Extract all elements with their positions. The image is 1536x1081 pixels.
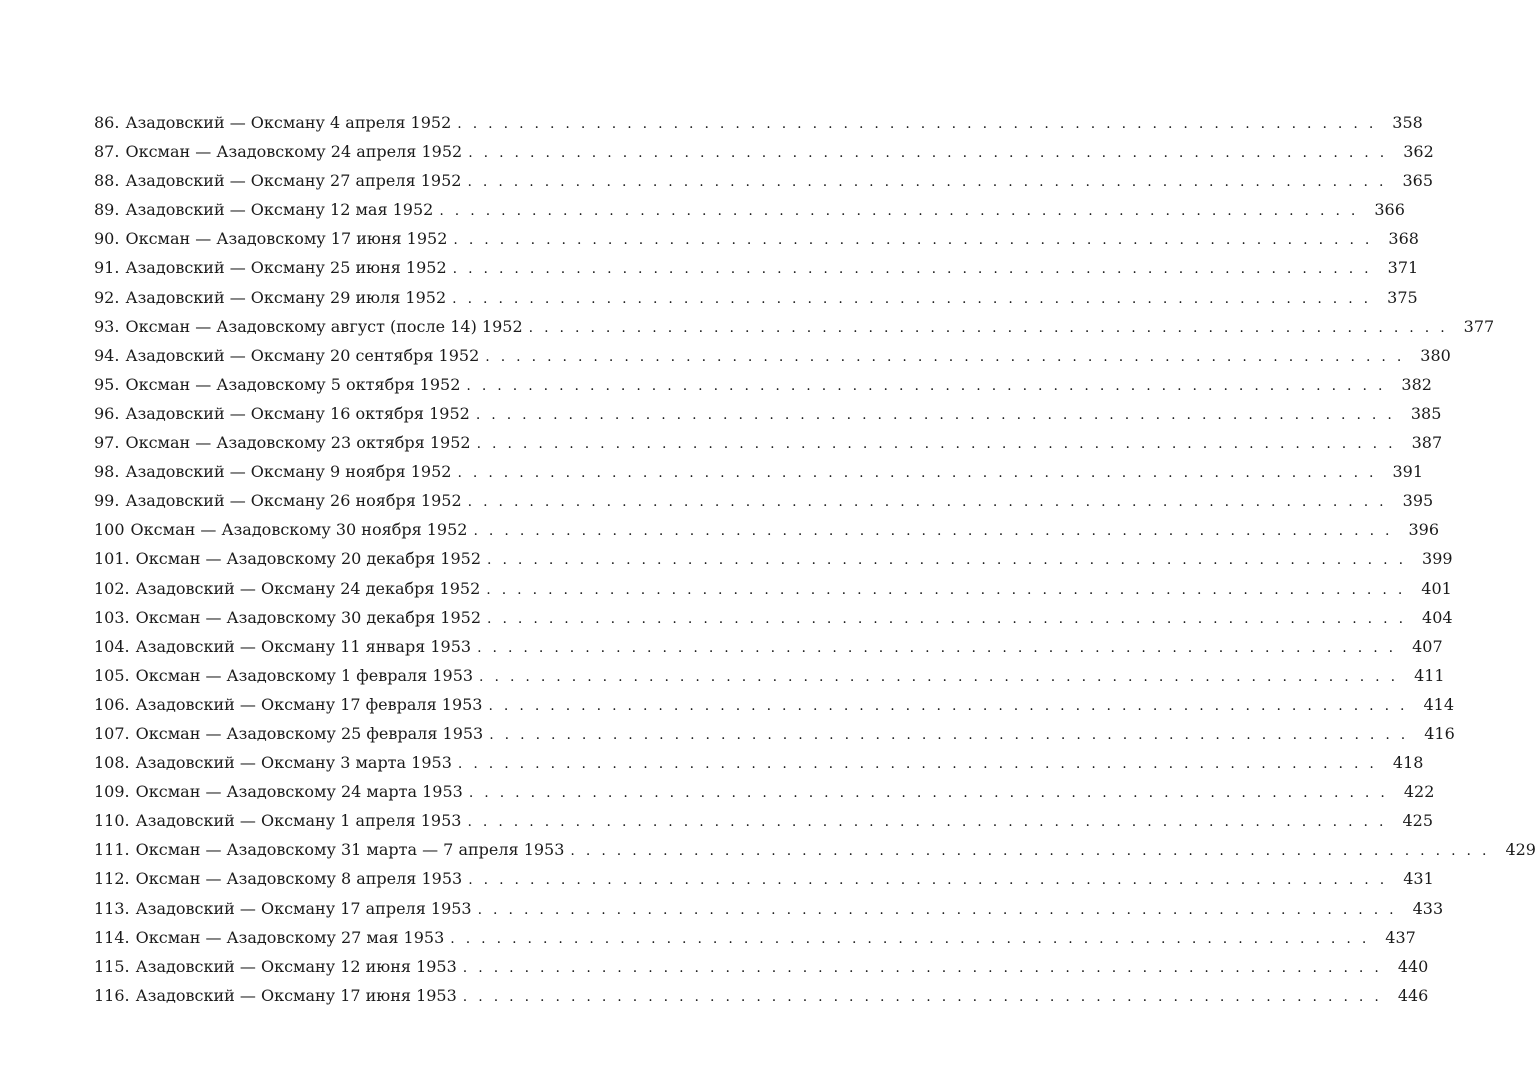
- entry-number: 106.: [94, 694, 130, 714]
- entry-title: Оксман — Азадовскому 23 октября 1952: [125, 433, 471, 453]
- entry-title: Оксман — Азадовскому 24 апреля 1952: [125, 142, 463, 162]
- entry-number: 87.: [94, 142, 120, 162]
- dot-leader: ............................................................: [468, 785, 1396, 802]
- entry-title: Оксман — Азадовскому 30 декабря 1952: [135, 607, 482, 627]
- dot-leader: ............................................................: [488, 697, 1416, 714]
- toc-entry: [94, 952, 1429, 981]
- entry-number: 116.: [94, 985, 130, 1005]
- entry-title: Азадовский — Оксману 9 ноября 1952: [125, 462, 452, 482]
- entry-title: Азадовский — Оксману 27 апреля 1952: [125, 171, 462, 191]
- dot-leader: ............................................................: [486, 581, 1414, 598]
- entry-page-number: 391: [1392, 462, 1424, 482]
- entry-number: 110.: [94, 811, 130, 831]
- entry-page-number: 380: [1420, 345, 1451, 365]
- entry-title: Оксман — Азадовскому 30 ноября 1952: [130, 520, 468, 540]
- entry-page-number: 433: [1412, 898, 1444, 918]
- entry-page-number: 387: [1411, 433, 1443, 453]
- dot-leader: ............................................................: [452, 261, 1380, 278]
- entry-page-number: 446: [1397, 985, 1429, 1005]
- entry-page-number: 425: [1402, 811, 1433, 831]
- entry-page-number: 399: [1422, 549, 1453, 569]
- dot-leader: ............................................................: [468, 145, 1396, 162]
- entry-page-number: 429: [1505, 840, 1536, 860]
- dot-leader: ............................................................: [466, 377, 1394, 394]
- dot-leader: ............................................................: [487, 552, 1415, 569]
- dot-leader: ............................................................: [452, 290, 1380, 307]
- entry-page-number: 358: [1392, 113, 1423, 132]
- dot-leader: ............................................................: [453, 232, 1381, 249]
- entry-title: Азадовский — Оксману 11 января 1953: [135, 636, 472, 656]
- toc-entry: [94, 835, 1536, 864]
- entry-page-number: 377: [1463, 316, 1495, 336]
- toc-entry: [94, 806, 1433, 835]
- entry-page-number: 416: [1424, 723, 1455, 743]
- entry-title: Оксман — Азадовскому 8 апреля 1953: [135, 869, 463, 889]
- entry-page-number: 368: [1388, 229, 1419, 249]
- entry-title: Азадовский — Оксману 24 декабря 1952: [135, 578, 481, 598]
- dot-leader: ............................................................: [462, 959, 1390, 976]
- table-of-contents: [94, 108, 1536, 1010]
- dot-leader: ............................................................: [473, 523, 1401, 540]
- toc-entry: [94, 399, 1442, 428]
- entry-number: 99.: [94, 491, 120, 511]
- dot-leader: ............................................................: [457, 465, 1385, 482]
- toc-entry: [94, 748, 1424, 777]
- dot-leader: ............................................................: [468, 872, 1396, 889]
- entry-page-number: 414: [1423, 694, 1455, 714]
- dot-leader: ............................................................: [570, 843, 1498, 860]
- entry-page-number: 401: [1421, 578, 1452, 598]
- entry-title: Оксман — Азадовскому 1 февраля 1953: [135, 665, 474, 685]
- entry-number: 86.: [94, 113, 120, 132]
- entry-title: Азадовский — Оксману 12 июня 1953: [135, 956, 457, 976]
- entry-page-number: 385: [1410, 403, 1442, 423]
- dot-leader: ............................................................: [439, 203, 1367, 220]
- entry-number: 114.: [94, 927, 130, 947]
- toc-entry: [94, 777, 1435, 806]
- toc-entry: [94, 661, 1445, 690]
- entry-title: Азадовский — Оксману 1 апреля 1953: [135, 811, 462, 831]
- entry-title: Оксман — Азадовскому август (после 14) 1952: [125, 316, 523, 336]
- entry-title: Азадовский — Оксману 17 июня 1953: [135, 985, 457, 1005]
- entry-number: 90.: [94, 229, 120, 249]
- toc-entry: [94, 894, 1444, 923]
- toc-entry: [94, 923, 1416, 952]
- entry-number: 96.: [94, 403, 120, 423]
- entry-page-number: 422: [1403, 782, 1435, 802]
- entry-number: 97.: [94, 433, 120, 453]
- entry-page-number: 371: [1387, 258, 1419, 278]
- dot-leader: ............................................................: [479, 668, 1407, 685]
- entry-page-number: 365: [1402, 171, 1433, 191]
- entry-title: Оксман — Азадовскому 31 марта — 7 апреля 1953: [135, 840, 565, 860]
- entry-number: 98.: [94, 462, 120, 482]
- toc-entry: [94, 312, 1495, 341]
- dot-leader: ............................................................: [467, 494, 1395, 511]
- dot-leader: ............................................................: [457, 756, 1385, 773]
- toc-entry: [94, 341, 1451, 370]
- toc-entry: [94, 719, 1455, 748]
- entry-title: Оксман — Азадовскому 20 декабря 1952: [135, 549, 482, 569]
- entry-page-number: 431: [1403, 869, 1434, 889]
- entry-page-number: 366: [1374, 200, 1405, 220]
- entry-page-number: 382: [1401, 374, 1432, 394]
- entry-page-number: 404: [1422, 607, 1453, 627]
- entry-title: Оксман — Азадовскому 27 мая 1953: [135, 927, 445, 947]
- entry-number: 115.: [94, 956, 130, 976]
- entry-number: 92.: [94, 287, 120, 307]
- toc-entry: [94, 428, 1443, 457]
- entry-page-number: 418: [1392, 753, 1424, 773]
- toc-entry: [94, 603, 1453, 632]
- toc-entry: [94, 108, 1423, 137]
- entry-title: Оксман — Азадовскому 25 февраля 1953: [135, 723, 484, 743]
- entry-title: Азадовский — Оксману 16 октября 1952: [125, 403, 470, 423]
- entry-number: 111.: [94, 840, 130, 860]
- entry-page-number: 396: [1408, 520, 1440, 540]
- entry-title: Азадовский — Оксману 29 июля 1952: [125, 287, 447, 307]
- toc-entry: [94, 544, 1453, 573]
- dot-leader: ............................................................: [477, 639, 1405, 656]
- entry-number: 101.: [94, 549, 130, 569]
- entry-number: 109.: [94, 782, 130, 802]
- entry-title: Азадовский — Оксману 4 апреля 1952: [125, 113, 452, 132]
- toc-entry: [94, 690, 1455, 719]
- entry-number: 103.: [94, 607, 130, 627]
- dot-leader: ............................................................: [462, 988, 1390, 1005]
- toc-entry: [94, 283, 1418, 312]
- toc-entry: [94, 574, 1452, 603]
- entry-title: Азадовский — Оксману 12 мая 1952: [125, 200, 434, 220]
- toc-entry: [94, 195, 1405, 224]
- toc-entry: [94, 253, 1419, 282]
- entry-page-number: 375: [1387, 287, 1418, 307]
- dot-leader: ............................................................: [528, 319, 1456, 336]
- toc-entry: [94, 457, 1424, 486]
- entry-number: 94.: [94, 345, 120, 365]
- dot-leader: ............................................................: [467, 814, 1395, 831]
- dot-leader: ............................................................: [489, 726, 1417, 743]
- entry-title: Оксман — Азадовскому 24 марта 1953: [135, 782, 463, 802]
- dot-leader: ............................................................: [476, 436, 1404, 453]
- entry-title: Оксман — Азадовскому 17 июня 1952: [125, 229, 448, 249]
- toc-entry: [94, 166, 1433, 195]
- entry-number: 104.: [94, 636, 130, 656]
- entry-title: Азадовский — Оксману 17 апреля 1953: [135, 898, 472, 918]
- entry-number: 112.: [94, 869, 130, 889]
- entry-number: 93.: [94, 316, 120, 336]
- entry-title: Азадовский — Оксману 3 марта 1953: [135, 753, 452, 773]
- toc-entry: [94, 864, 1434, 893]
- entry-title: Оксман — Азадовскому 5 октября 1952: [125, 374, 461, 394]
- entry-number: 108.: [94, 753, 130, 773]
- dot-leader: ............................................................: [487, 610, 1415, 627]
- entry-number: 91.: [94, 258, 120, 278]
- entry-title: Азадовский — Оксману 25 июня 1952: [125, 258, 447, 278]
- entry-number: 105.: [94, 665, 130, 685]
- toc-entry: [94, 224, 1419, 253]
- entry-page-number: 440: [1397, 956, 1429, 976]
- dot-leader: ............................................................: [485, 348, 1413, 365]
- entry-number: 95.: [94, 374, 120, 394]
- entry-number: 88.: [94, 171, 120, 191]
- entry-page-number: 437: [1385, 927, 1416, 947]
- dot-leader: ............................................................: [450, 930, 1378, 947]
- dot-leader: ............................................................: [477, 901, 1405, 918]
- entry-page-number: 407: [1412, 636, 1443, 656]
- entry-page-number: 411: [1414, 665, 1445, 685]
- dot-leader: ............................................................: [467, 174, 1395, 191]
- entry-number: 102.: [94, 578, 130, 598]
- dot-leader: ............................................................: [475, 406, 1403, 423]
- toc-entry: [94, 632, 1443, 661]
- entry-number: 100: [94, 520, 125, 540]
- toc-entry: [94, 515, 1440, 544]
- entry-number: 113.: [94, 898, 130, 918]
- entry-title: Азадовский — Оксману 20 сентября 1952: [125, 345, 480, 365]
- toc-entry: [94, 486, 1434, 515]
- entry-title: Азадовский — Оксману 17 февраля 1953: [135, 694, 483, 714]
- entry-title: Азадовский — Оксману 26 ноября 1952: [125, 491, 462, 511]
- entry-page-number: 362: [1403, 142, 1434, 162]
- toc-entry: [94, 370, 1432, 399]
- toc-entry: [94, 137, 1434, 166]
- entry-number: 89.: [94, 200, 120, 220]
- entry-number: 107.: [94, 723, 130, 743]
- entry-page-number: 395: [1402, 491, 1434, 511]
- toc-entry: [94, 981, 1429, 1010]
- dot-leader: ............................................................: [457, 116, 1385, 132]
